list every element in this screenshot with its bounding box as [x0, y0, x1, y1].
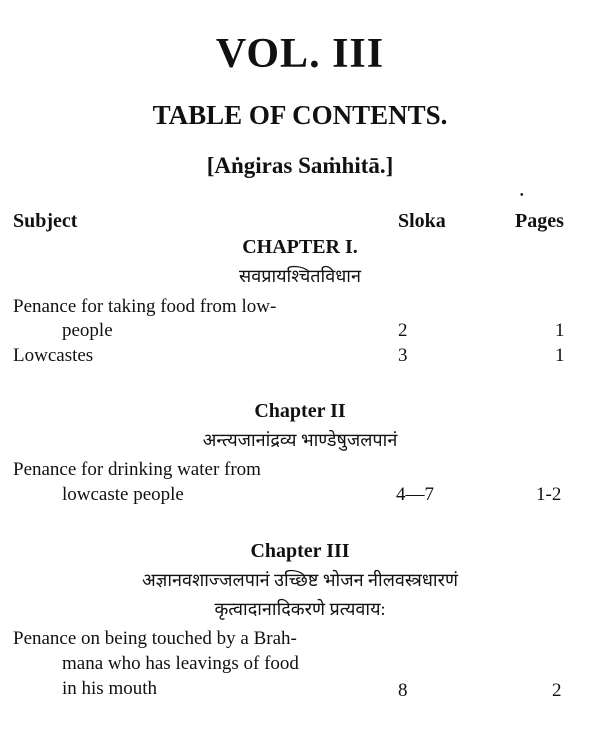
chapter-1-sanskrit: सवप्रायश्चितविधान: [239, 266, 361, 286]
chapter-1-title: CHAPTER I.: [242, 236, 358, 258]
entry-1-pages: 1: [555, 320, 565, 341]
chapter-3-sanskrit-2: कृत्वादानादिकरणे प्रत्यवाय:: [214, 599, 386, 619]
entry-4-line-3: in his mouth: [62, 678, 158, 699]
chapter-3-title: Chapter III: [250, 540, 350, 562]
entry-4-pages: 2: [552, 680, 562, 701]
entry-4-line-1: Penance on being touched by a Brah-: [13, 628, 297, 649]
samhita-subtitle: [Aṅgiras Saṁhitā.]: [206, 153, 394, 178]
entry-3-pages: 1-2: [536, 484, 562, 505]
chapter-3-sanskrit-1: अज्ञानवशाज्जलपानं उच्छिष्ट भोजन नीलवस्त्रधारणं: [142, 570, 458, 590]
entry-3-sloka: 4—7: [396, 484, 434, 505]
entry-2-line-1: Lowcastes: [13, 345, 94, 366]
entry-2-sloka: 3: [398, 345, 408, 366]
entry-2-pages: 1: [555, 345, 565, 366]
column-header-pages: Pages: [515, 210, 564, 232]
entry-1-line-2: people: [62, 320, 113, 341]
volume-title: VOL. III: [215, 31, 385, 77]
entry-3-line-2: lowcaste people: [62, 484, 184, 505]
entry-1-line-1: Penance for taking food from low-: [13, 296, 277, 317]
entry-4-sloka: 8: [398, 680, 408, 701]
print-speck: •: [520, 190, 524, 201]
entry-4-line-2: mana who has leavings of food: [62, 653, 299, 674]
chapter-2-sanskrit: अन्त्यजानांद्रव्य भाण्डेषुजलपानं: [202, 430, 398, 450]
entry-1-sloka: 2: [398, 320, 408, 341]
column-header-sloka: Sloka: [398, 210, 446, 232]
entry-3-line-1: Penance for drinking water from: [13, 459, 261, 480]
chapter-2-title: Chapter II: [254, 400, 346, 422]
column-header-subject: Subject: [13, 210, 78, 232]
toc-heading: TABLE OF CONTENTS.: [152, 100, 448, 130]
